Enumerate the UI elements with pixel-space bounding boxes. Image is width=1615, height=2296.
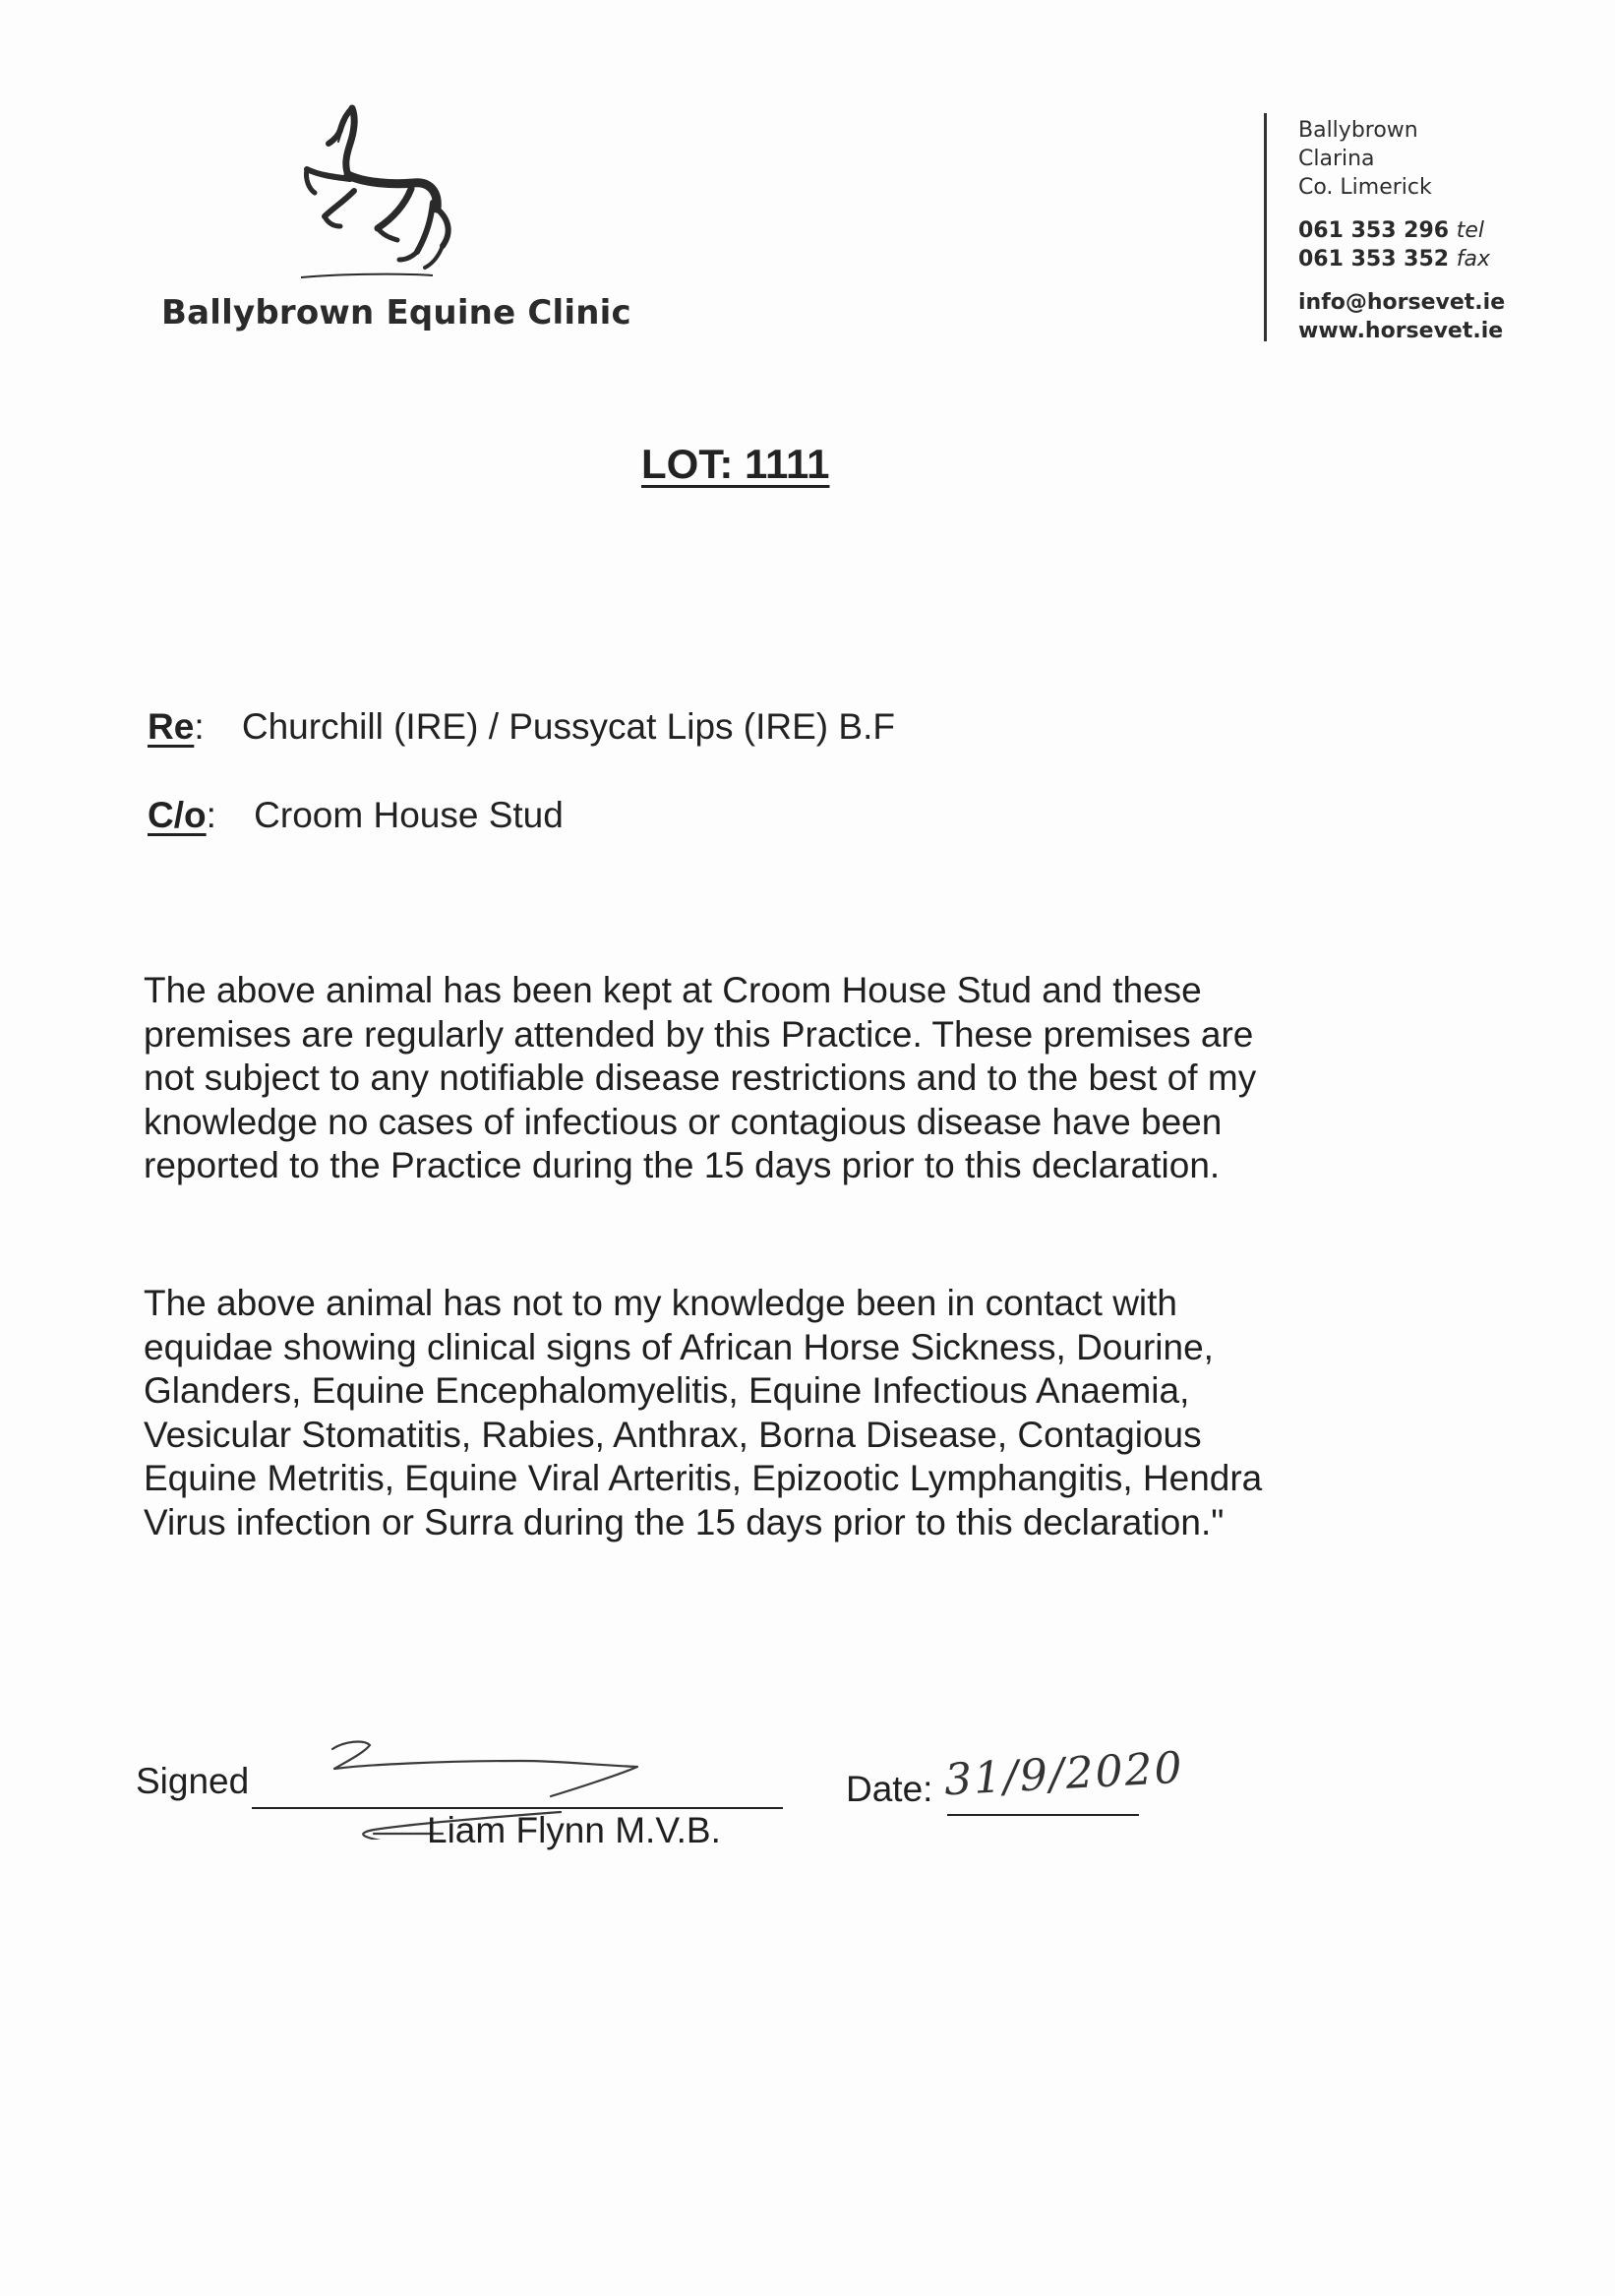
clinic-address (1298, 116, 1432, 202)
lot-heading: LOT: 1111 (641, 441, 830, 487)
re-colon: : (194, 706, 205, 747)
re-label: Re (148, 706, 195, 747)
tel-number: 061 353 296 (1298, 218, 1450, 243)
address-line: Co. Limerick (1298, 175, 1432, 200)
care-of-row (148, 795, 564, 836)
clinic-name: Ballybrown Equine Clinic (161, 293, 631, 332)
date-label: Date: (846, 1769, 933, 1809)
phone-block (1298, 216, 1490, 273)
declaration-paragraph-1: The above animal has been kept at Croom House Stud and these premises are regularly attended by this Practice. These premises are not subject to any notifiable disease restrictions and to the best of my knowledge no cases of infectious or contagious disease have been reported to the Practice during the 15 days prior to this declaration. (144, 970, 1257, 1185)
care-of-label: C/o (148, 795, 207, 835)
handwritten-date: 31/9/2020 (942, 1742, 1185, 1806)
tel-line (1298, 216, 1490, 245)
address-line: Ballybrown (1298, 118, 1418, 143)
fax-line (1298, 245, 1490, 273)
re-value: Churchill (IRE) / Pussycat Lips (IRE) B.F (241, 706, 895, 747)
re-row (148, 706, 895, 748)
website-url: www.horsevet.ie (1298, 319, 1504, 343)
letterhead-divider (1264, 113, 1267, 341)
online-contact-block (1298, 288, 1505, 345)
address-line: Clarina (1298, 147, 1375, 171)
signed-label: Signed (136, 1761, 250, 1801)
signer-name: Liam Flynn M.V.B. (427, 1810, 721, 1850)
date-line (947, 1814, 1139, 1816)
care-of-colon: : (206, 795, 216, 835)
email-address: info@horsevet.ie (1298, 290, 1506, 315)
fax-number: 061 353 352 (1298, 247, 1450, 272)
declaration-paragraph-2: The above animal has not to my knowledge been in contact with equidae showing clinical signs of African Horse Sickness, Dourine, Glanders, Equine Encephalomyelitis, Equine Infectious Anaemia, Vesicular Stomatitis, Rabies, Anthrax, Borna Disease, Contagious Equine Metritis, Equine Viral Arteritis, Epizootic Lymphangitis, Hendra Virus infection or Surra during the 15 days prior to this declaration." (144, 1283, 1263, 1542)
rearing-horse-icon (295, 100, 462, 282)
care-of-value: Croom House Stud (254, 795, 564, 835)
tel-suffix: tel (1456, 218, 1485, 243)
fax-suffix: fax (1456, 247, 1491, 272)
